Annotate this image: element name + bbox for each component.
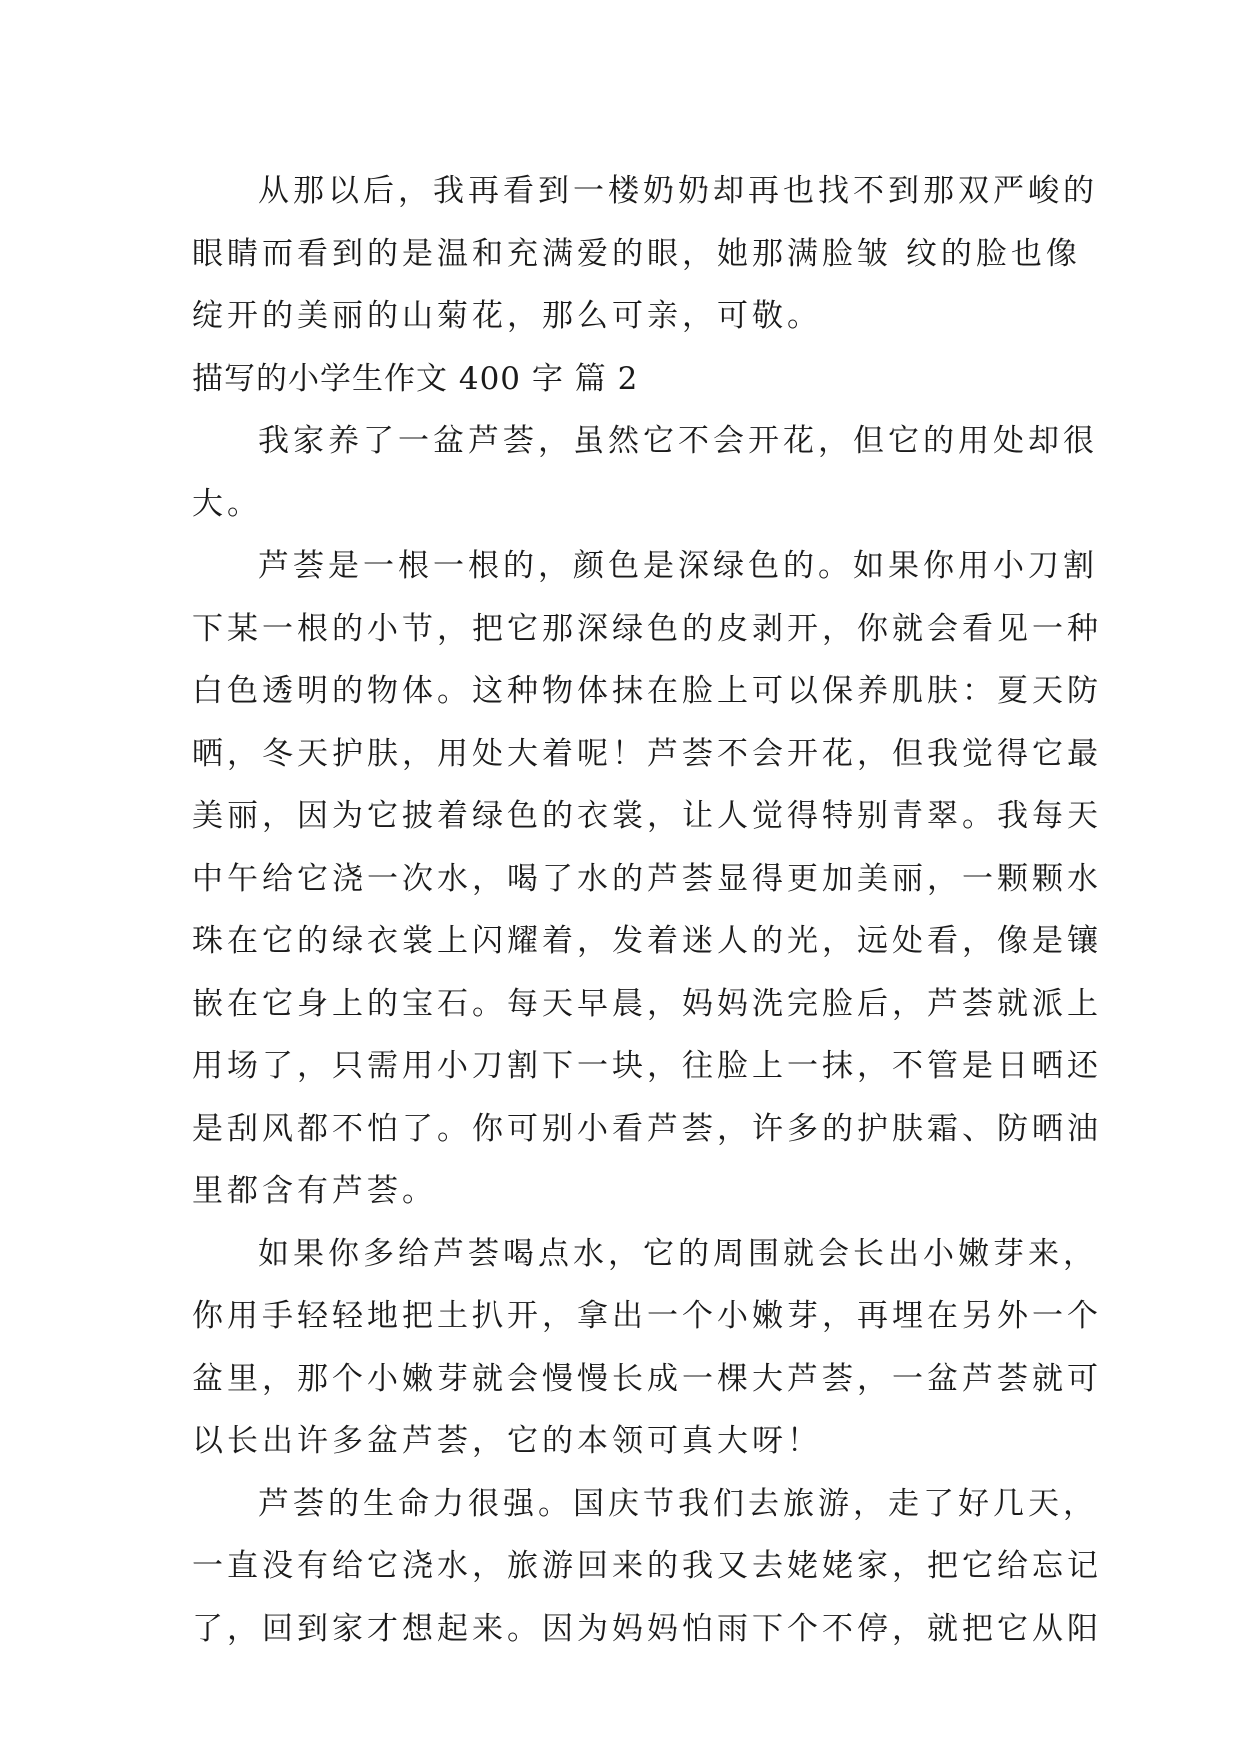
document-body [192,160,1102,1660]
text-line: 珠在它的绿衣裳上闪耀着，发着迷人的光，远处看，像是镶 [192,923,1102,959]
text-line: 绽开的美丽的山菊花，那么可亲，可敬。 [192,298,822,334]
text-line: 里都含有芦荟。 [192,1173,437,1209]
text-line: 芦荟的生命力很强。国庆节我们去旅游，走了好几天， [258,1485,1098,1522]
text-line: 芦荟是一根一根的，颜色是深绿色的。如果你用小刀割 [258,548,1098,584]
text-line: 如果你多给芦荟喝点水，它的周围就会长出小嫩芽来， [258,1235,1098,1272]
text-line: 一直没有给它浇水，旅游回来的我又去姥姥家，把它给忘记 [192,1548,1102,1584]
text-line: 你用手轻轻地把土扒开，拿出一个小嫩芽，再埋在另外一个 [192,1298,1102,1334]
text-line: 美丽，因为它披着绿色的衣裳，让人觉得特别青翠。我每天 [192,798,1102,834]
text-line: 盆里，那个小嫩芽就会慢慢长成一棵大芦荟，一盆芦荟就可 [192,1360,1102,1397]
text-line: 了，回到家才想起来。因为妈妈怕雨下个不停，就把它从阳 [192,1610,1102,1647]
section-heading: 描写的小学生作文 400 字 篇 2 [192,360,639,397]
text-line: 是刮风都不怕了。你可别小看芦荟，许多的护肤霜、防晒油 [192,1110,1102,1147]
text-line: 嵌在它身上的宝石。每天早晨，妈妈洗完脸后，芦荟就派上 [192,985,1102,1022]
text-line: 以长出许多盆芦荟，它的本领可真大呀！ [192,1423,822,1459]
text-line: 眼睛而看到的是温和充满爱的眼，她那满脸皱 纹的脸也像 [192,235,1081,272]
text-line: 我家养了一盆芦荟，虽然它不会开花，但它的用处却很 [258,423,1098,459]
text-line: 晒，冬天护肤，用处大着呢！芦荟不会开花，但我觉得它最 [192,735,1102,772]
text-line: 用场了，只需用小刀割下一块，往脸上一抹，不管是日晒还 [192,1048,1102,1084]
text-line: 中午给它浇一次水，喝了水的芦荟显得更加美丽，一颗颗水 [192,860,1102,897]
text-line: 白色透明的物体。这种物体抹在脸上可以保养肌肤：夏天防 [192,673,1102,709]
text-line: 下某一根的小节，把它那深绿色的皮剥开，你就会看见一种 [192,610,1102,647]
text-line: 从那以后，我再看到一楼奶奶却再也找不到那双严峻的 [258,173,1098,209]
text-line: 大。 [192,485,262,522]
